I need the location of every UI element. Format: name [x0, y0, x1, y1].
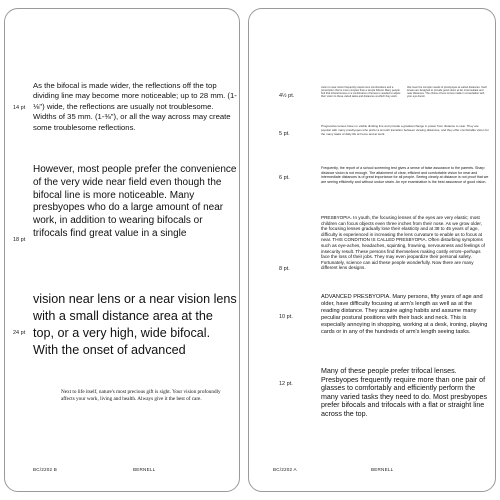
reading-card-a	[248, 8, 496, 492]
paragraph-4-5pt-col2: that meet the complex needs of presbyopes at varied distances. Such lenses are designed to provide good vision at far, intermediate and near distances. The choice of lens is best made in consultation with your eye doctor.	[407, 85, 488, 99]
paragraph-14pt: As the bifocal is made wider, the reflections off the top dividing line may become more noticeable; up to 28 mm. (1-⅛") wide, the reflections are usually not troublesome. Widths of 35 mm. (1-⅜"), or all the way across may create some troublesome reflections.	[33, 81, 237, 132]
paragraph-4-5pt-col1: vision to near vision frequently require lens combinations and a prescription that is more complex than a simple bifocal. Many people find that trifocal lenses or a combination of lenses is needed to adjust their vision to these varied tasks and distances at which they work.	[321, 85, 401, 99]
reading-card-b	[4, 8, 240, 492]
point-size-label: 18 pt	[13, 237, 26, 243]
motto-text: Next to life itself, nature's most precious gift is sight. Your vision profoundly affects your work, living and health. Always give it the best of care.	[61, 389, 221, 403]
card-code: BC/2202 B	[33, 467, 58, 472]
paragraph-10pt: ADVANCED PRESBYOPIA. Many persons, fifty years of age and older, have difficulty focusing at arm's length as well as at the reading distance. They acquire aging habits and assume many peculiar postural positions with their back and neck. This is especially annoying in shopping, working at a desk, ironing, playing cards or in any of the hundreds of arm's length seeing tasks.	[321, 294, 488, 335]
paragraph-6pt: Frequently, the report of a school screening test gives a sense of false assurance to the parents. Sharp distance vision is not enough. The attainment of clear, efficient and comfortable vision for near and intermediate distances is of great importance for all people. Seeing clearly at distance is not proof that we are seeing efficiently and without undue strain. An eye examination is the best assurance of good vision.	[321, 166, 489, 184]
brand-name: BERNELL	[133, 467, 156, 472]
paragraph-18pt: However, most people prefer the convenience of the very wide near field even though the bifocal line is more noticeable. Many presbyopes who do a large amount of near work, in addition to wearing bifocals or trifocals find great value in a single	[33, 164, 237, 239]
point-size-label: 8 pt.	[279, 266, 290, 272]
paragraph-12pt: Many of these people prefer trifocal lenses. Presbyopes frequently require more than one pair of glasses to comfortably and efficiently perform the many varied tasks they need to do. Most presbyopes prefer bifocals and trifocals with a flat or straight line across the top.	[321, 367, 488, 418]
brand-name: BERNELL	[371, 467, 394, 472]
paragraph-24pt: vision near lens or a near vision lens with a small distance area at the top, or a very high, wide bifocal. With the onset of advanced	[33, 292, 237, 357]
point-size-label: 6 pt.	[279, 175, 290, 181]
paragraph-5pt: Progressive lenses have no visible dividing line and provide a gradual change in power from distance to near. They are popular with many presbyopes who prefer a smooth transition between viewing distances, and they offer comfortable vision for the many tasks of daily life at home and at work.	[321, 124, 489, 136]
paragraph-8pt: PRESBYOPIA. In youth, the focusing lenses of the eyes are very elastic; most children can focus objects even three inches from their nose. As we grow older, the focusing lenses gradually lose their elasticity and at 38 to 45 years of age, difficulty is experienced in increasing the lens curvature to enable us to focus at near. THIS CONDITION IS CALLED PRESBYOPIA. Often disturbing symptoms such as eye-aches, headaches, squinting, frowning, nervousness and feelings of insecurity result. These persons find themselves making costly errors–perhaps face the loss of their jobs. They may even jeopardize their personal safety. Fortunately, science can aid these people wonderfully. Now there are many different lens designs.	[321, 215, 485, 271]
card-code: BC/2202 A	[273, 467, 297, 472]
point-size-label: 5 pt.	[279, 131, 290, 137]
point-size-label: 14 pt	[13, 105, 26, 111]
point-size-label: 4½ pt.	[279, 93, 295, 99]
point-size-label: 12 pt.	[279, 381, 293, 387]
point-size-label: 24 pt	[13, 330, 26, 336]
point-size-label: 10 pt.	[279, 314, 293, 320]
